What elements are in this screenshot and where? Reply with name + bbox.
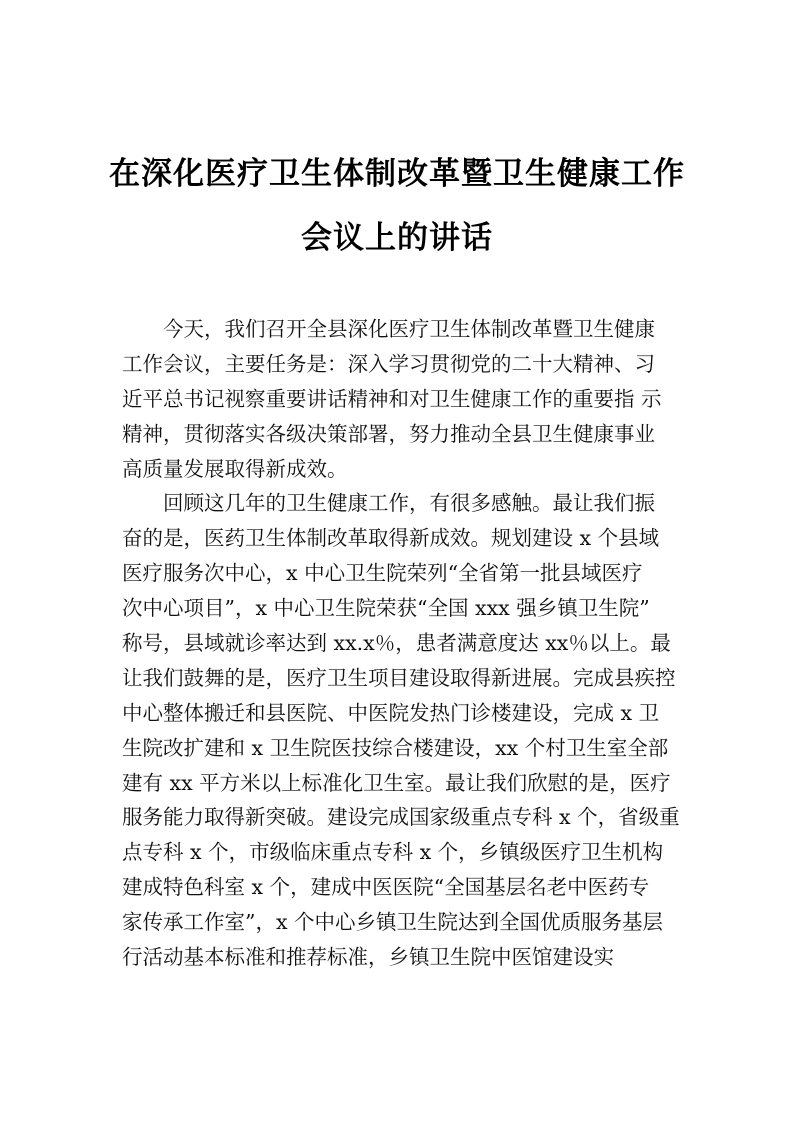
document-title-line-2: 会议上的讲话 — [301, 220, 493, 256]
paragraph-2-line-6: 让我们鼓舞的是，医疗卫生项目建设取得新进展。完成县疾控 — [122, 665, 676, 690]
paragraph-2-line-7: 中心整体搬迁和县医院、中医院发热门诊楼建设，完成 x 卫 — [122, 700, 660, 725]
paragraph-2-line-1: 回顾这几年的卫生健康工作，有很多感触。最让我们振 — [163, 491, 655, 516]
paragraph-2-line-8: 生院改扩建和 x 卫生院医技综合楼建设，xx 个村卫生室全部 — [122, 735, 669, 760]
paragraph-2-line-12: 建成特色科室 x 个，建成中医医院“全国基层名老中医药专 — [122, 875, 650, 900]
document-body — [122, 312, 682, 975]
paragraph-1-line-4: 精神，贯彻落实各级决策部署，努力推动全县卫生健康事业 — [122, 421, 655, 446]
paragraph-1-line-2: 工作会议，主要任务是：深入学习贯彻党的二十大精神、习 — [122, 351, 655, 376]
paragraph-2-line-14: 行活动基本标准和推荐标准，乡镇卫生院中医馆建设实 — [122, 945, 614, 970]
paragraph-2-line-5: 称号，县域就诊率达到 xx.x％，患者满意度达 xx％以上。最 — [122, 631, 671, 656]
paragraph-1-line-1: 今天，我们召开全县深化医疗卫生体制改革暨卫生健康 — [163, 317, 655, 341]
paragraph-1-line-5: 高质量发展取得新成效。 — [122, 456, 348, 481]
paragraph-2-line-3: 医疗服务次中心，x 中心卫生院荣列“全省第一批县域医疗 — [122, 561, 643, 586]
paragraph-2-line-11: 点专科 x 个，市级临床重点专科 x 个，乡镇级医疗卫生机构 — [122, 840, 664, 865]
paragraph-2-line-4: 次中心项目”，x 中心卫生院荣获“全国 xxx 强乡镇卫生院” — [122, 596, 650, 621]
paragraph-2-line-10: 服务能力取得新突破。建设完成国家级重点专科 x 个，省级重 — [122, 805, 680, 830]
paragraph-1-line-3: 近平总书记视察重要讲话精神和对卫生健康工作的重要指 示 — [122, 386, 662, 411]
paragraph-2-line-2: 奋的是，医药卫生体制改革取得新成效。规划建设 x 个县域 — [122, 526, 660, 551]
document-title-line-1: 在深化医疗卫生体制改革暨卫生健康工作 — [109, 156, 685, 192]
paragraph-2-line-13: 家传承工作室”，x 个中心乡镇卫生院达到全国优质服务基层 — [122, 910, 664, 935]
paragraph-2-line-9: 建有 xx 平方米以上标准化卫生室。最让我们欣慰的是，医疗 — [122, 770, 671, 795]
